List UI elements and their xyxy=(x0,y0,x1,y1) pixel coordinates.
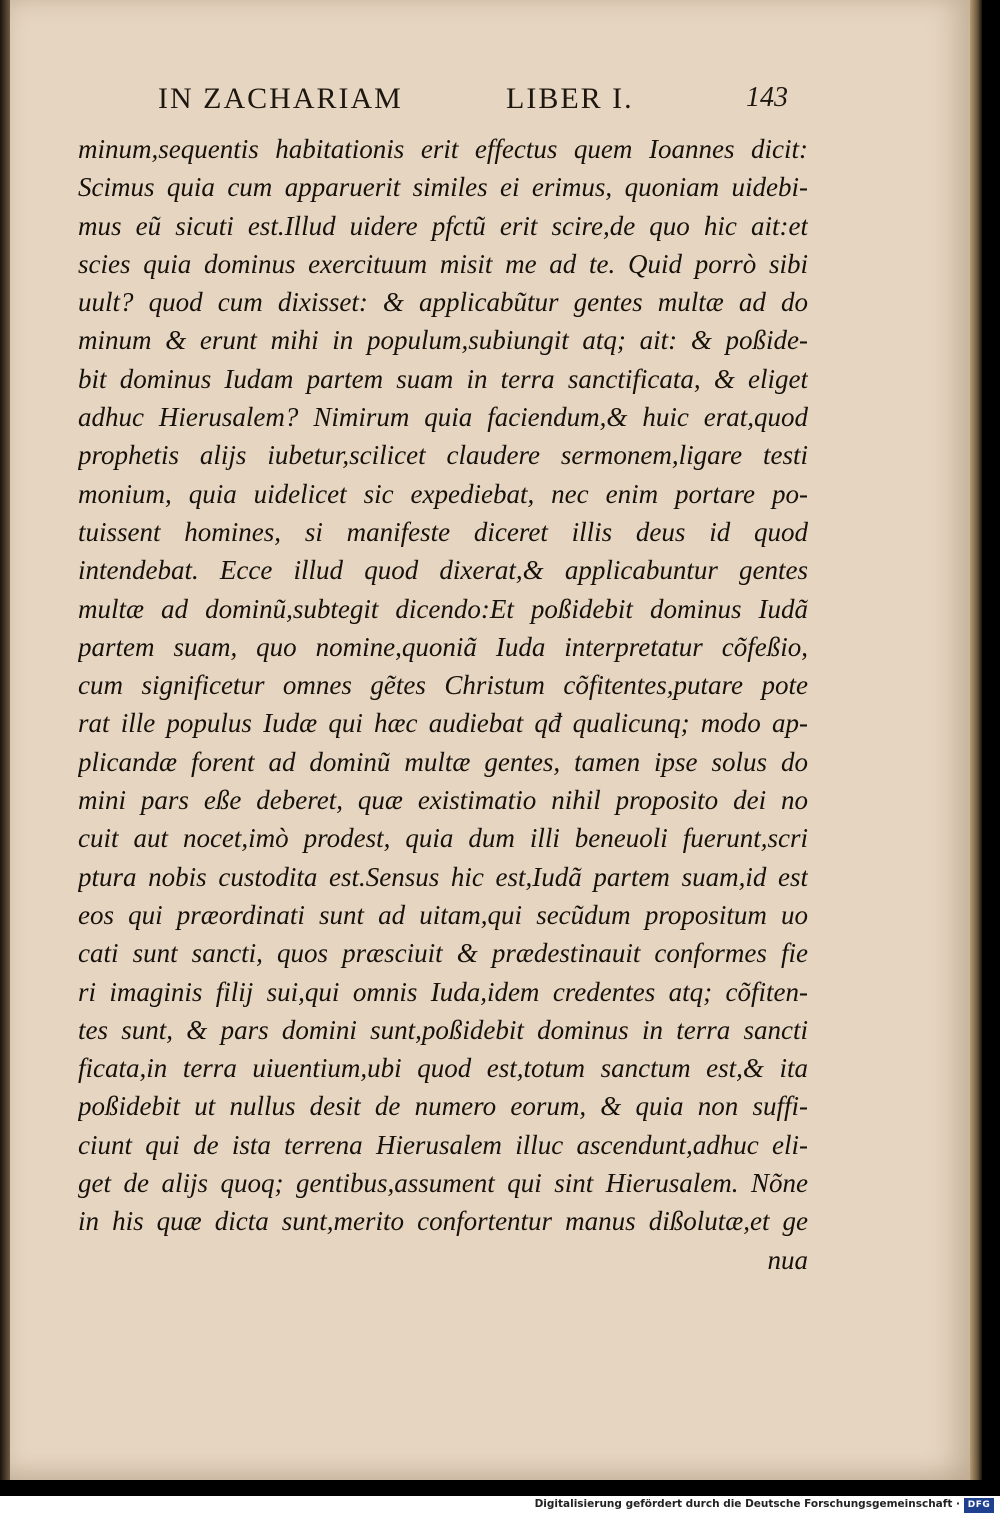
text-line: get de alijs quoq; gentibus,assument qui sint Hierusalem. Nõne xyxy=(78,1168,808,1199)
text-line: multæ ad dominũ,subtegit dicendo:Et poßidebit dominus Iudã xyxy=(78,593,808,624)
text-line: cuit aut nocet,imò prodest, quia dum illi beneuoli fuerunt,scri xyxy=(78,823,808,854)
text-line: ciunt qui de ista terrena Hierusalem illuc ascendunt,adhuc eli- xyxy=(78,1129,808,1160)
folio-number: 143 xyxy=(746,82,788,113)
running-head-title: IN ZACHARIAM xyxy=(158,82,403,115)
text-line: mus eũ sicuti est.Illud uidere pfctũ erit scire,de quo hic ait:et xyxy=(78,210,808,241)
body-text xyxy=(78,130,808,1279)
text-line: eos qui præordinati sunt ad uitam,qui secũdum propositum uo xyxy=(78,899,808,930)
text-line: plicandæ forent ad dominũ multæ gentes, tamen ipse solus do xyxy=(78,746,808,777)
catchword: nua xyxy=(767,1244,808,1275)
text-line: minum,sequentis habitationis erit effectus quem Ioannes dicit: xyxy=(78,134,808,164)
text-line: scies quia dominus exercituum misit me ad te. Quid porrò sibi xyxy=(78,248,808,279)
text-line: bit dominus Iudam partem suam in terra sanctificata, & eliget xyxy=(78,363,808,394)
text-line: tuissent homines, si manifeste diceret illis deus id quod xyxy=(78,516,808,547)
text-line: intendebat. Ecce illud quod dixerat,& applicabuntur gentes xyxy=(78,555,808,586)
text-line: poßidebit ut nullus desit de numero eorum, & quia non suffi- xyxy=(78,1091,808,1122)
running-head-book: LIBER I. xyxy=(506,82,634,115)
text-line: uult? quod cum dixisset: & applicabũtur gentes multæ ad do xyxy=(78,287,808,318)
text-line: ficata,in terra uiuentium,ubi quod est,totum sanctum est,& ita xyxy=(78,1053,808,1084)
text-line: minum & erunt mihi in populum,subiungit atq; ait: & poßide- xyxy=(78,325,808,356)
text-line: partem suam, quo nomine,quoniã Iuda interpretatur cõfeßio, xyxy=(78,631,808,662)
text-line: in his quæ dicta sunt,merito confortentur manus dißolutæ,et ge xyxy=(78,1206,808,1237)
text-line: rat ille populus Iudæ qui hæc audiebat qđ qualicunq; modo ap- xyxy=(78,708,808,739)
text-line: tes sunt, & pars domini sunt,poßidebit dominus in terra sancti xyxy=(78,1014,808,1045)
text-line: cum significetur omnes gẽtes Christum cõfitentes,putare pote xyxy=(78,670,808,701)
running-head xyxy=(158,82,818,122)
page-left-edge xyxy=(0,0,10,1480)
book-page xyxy=(10,0,970,1480)
text-line: adhuc Hierusalem? Nimirum quia faciendum,& huic erat,quod xyxy=(78,402,808,433)
text-line: Scimus quia cum apparuerit similes ei erimus, quoniam uidebi- xyxy=(78,172,808,203)
page-right-edge xyxy=(970,0,982,1480)
text-line: ptura nobis custodita est.Sensus hic est,Iudã partem suam,id est xyxy=(78,861,808,892)
text-line: monium, quia uidelicet sic expediebat, nec enim portare po- xyxy=(78,478,808,509)
text-line: ri imaginis filij sui,qui omnis Iuda,idem credentes atq; cõfiten- xyxy=(78,976,808,1007)
dfg-logo: DFG xyxy=(964,1498,994,1513)
funding-credit: Digitalisierung gefördert durch die Deutsche Forschungsgemeinschaft · xyxy=(534,1498,960,1510)
footer-bar xyxy=(0,1496,1000,1516)
text-line: cati sunt sancti, quos præsciuit & prædestinauit conformes fie xyxy=(78,938,808,969)
text-line: mini pars eße deberet, quæ existimatio nihil proposito dei no xyxy=(78,785,808,816)
text-line: prophetis alijs iubetur,scilicet claudere sermonem,ligare testi xyxy=(78,440,808,471)
